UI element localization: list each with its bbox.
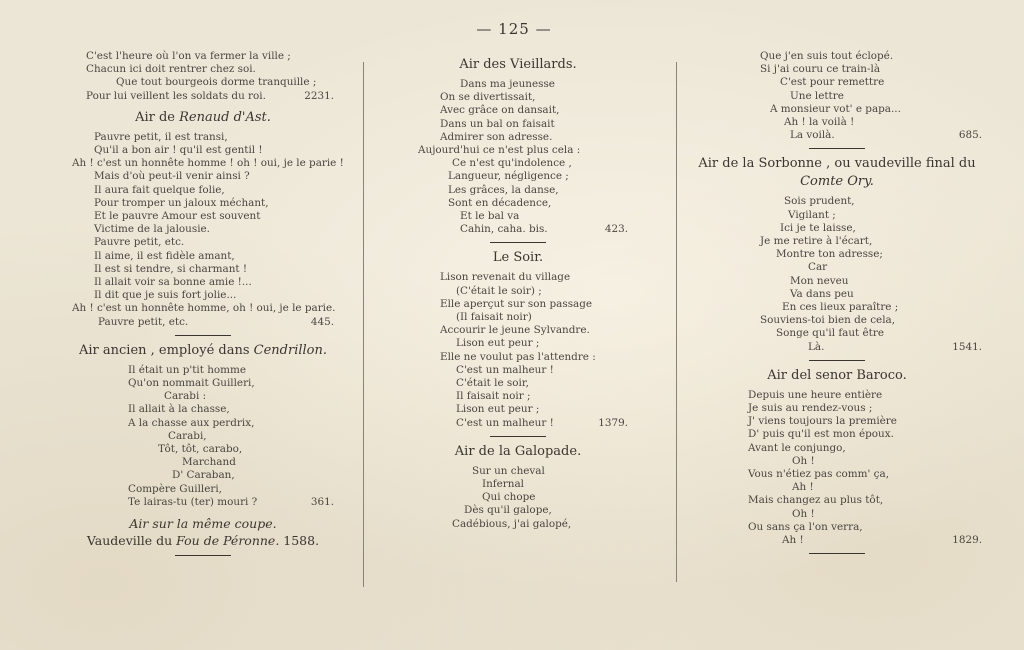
verse-text: Carabi, [168,429,207,442]
verse-text: Admirer son adresse. [440,130,553,143]
verse-text: En ces lieux paraître ; [782,301,899,314]
verse-line [408,417,628,430]
verse-text: Mon neveu [790,274,849,287]
verse-text: Victime de la jalousie. [94,223,210,236]
verse-text: Pour tromper un jaloux méchant, [94,196,269,209]
verse-line [72,377,334,390]
column-left [72,50,344,562]
verse-line [72,316,334,329]
song-block [692,195,982,353]
verse-line [72,390,334,403]
verse-text: Que j'en suis tout éclopé. [760,50,894,62]
verse-line [408,504,628,517]
verse-text: Songe qu'il faut être [776,327,884,340]
song-title-prefix: Air de [135,109,180,125]
verse-text: Va dans peu [790,287,854,300]
verse-text: Si j'ai couru ce train-là [760,63,881,76]
verse-line [408,491,628,504]
verse-line [72,364,334,377]
verse-line [72,50,334,63]
verse-text: Les grâces, la danse, [448,183,559,196]
verse-line [692,209,982,222]
verse-text: Il est si tendre, si charmant ! [94,262,248,275]
verse-text: Je suis au rendez-vous ; [748,402,873,415]
verse-text: Pauvre petit, etc. [98,315,189,328]
verse-text: Sont en décadence, [448,196,552,209]
verse-line [408,271,628,284]
column-right [692,50,982,560]
verse-line [72,276,334,289]
verse-line [408,91,628,104]
verse-line [408,210,628,223]
verse-text: Et le bal va [460,210,520,223]
verse-line [408,364,628,377]
song-number: 361. [310,495,334,508]
verse-line [72,76,334,89]
verse-text: Dans un bal on faisait [440,117,555,130]
verse-line [692,327,982,340]
verse-line [408,157,628,170]
song-title [72,109,334,127]
song-number: 1588. [283,533,320,549]
verse-text: Pauvre petit, etc. [94,236,185,249]
verse-text: Une lettre [790,89,844,102]
verse-text: Il dit que je suis fort jolie... [94,289,237,302]
verse-line [692,195,982,208]
verse-text: C'est un malheur ! [456,363,554,376]
verse-line [72,144,334,157]
verse-line [72,63,334,76]
verse-text: Depuis une heure entière [748,388,883,401]
song-title-italic: Cendrillon. [253,342,328,358]
column-divider-right [676,62,677,582]
verse-line [692,275,982,288]
verse-line [692,415,982,428]
verse-text: Ah ! c'est un honnête homme, oh ! oui, je le parie. [72,302,336,315]
verse-line [72,90,334,103]
verse-text: Pauvre petit, il est transi, [94,130,228,143]
verse-line [692,442,982,455]
verse-line [408,197,628,210]
verse-line [408,184,628,197]
verse-text: Elle ne voulut pas l'attendre : [440,350,596,363]
verse-line [72,184,334,197]
verse-text: J' viens toujours la première [748,415,897,428]
verse-line [692,468,982,481]
verse-text: Dès qu'il galope, [464,504,552,517]
verse-text: Là. [808,340,825,353]
verse-line [692,235,982,248]
verse-line [408,337,628,350]
verse-text: A la chasse aux perdrix, [128,416,255,429]
verse-line [408,324,628,337]
song-block [408,465,628,531]
verse-line [692,521,982,534]
song-block [72,130,344,329]
verse-line [72,417,334,430]
verse-text: Que tout bourgeois dorme tranquille ; [116,76,317,89]
verse-text: Il faisait noir ; [456,390,531,403]
verse-line [72,170,334,183]
verse-text: Vigilant ; [788,208,836,221]
verse-text: La voilà. [790,129,835,142]
verse-line [408,403,628,416]
verse-text: Souviens-toi bien de cela, [760,314,896,327]
song-title [72,342,334,360]
verse-text: Qu'on nommait Guilleri, [128,377,255,390]
verse-line [72,456,334,469]
verse-line [692,455,982,468]
verse-line [408,478,628,491]
song-title: Air de la Galopade. [454,443,582,459]
verse-text: Aujourd'hui ce n'est plus cela : [418,144,581,157]
verse-line [692,494,982,507]
verse-line [692,508,982,521]
verse-line [408,285,628,298]
verse-line [692,222,982,235]
verse-line [692,248,982,261]
song-title [72,532,334,549]
verse-line [408,104,628,117]
verse-text: Avec grâce on dansait, [440,104,560,117]
verse-text: Car [808,261,828,274]
verse-text: C'est pour remettre [780,76,885,89]
verse-line [692,314,982,327]
verse-line [408,390,628,403]
verse-line [408,223,628,236]
verse-line [408,311,628,324]
verse-line [408,118,628,131]
verse-line [408,170,628,183]
verse-text: Oh ! [792,454,815,467]
verse-line [692,341,982,354]
verse-text: Dans ma jeunesse [460,78,555,90]
song-title-italic: Fou de Péronne. [176,533,280,549]
song-number: 445. [310,315,334,328]
song-number: 1541. [952,340,982,353]
verse-text: Il était un p'tit homme [128,363,247,376]
verse-text: Sur un cheval [472,464,545,477]
verse-text: Te lairas-tu (ter) mouri ? [128,495,258,508]
song-number: 423. [604,223,628,236]
verse-line [72,443,334,456]
verse-line [692,428,982,441]
separator-rule [809,360,865,361]
verse-line [692,50,982,63]
verse-text: Avant le conjungo, [748,441,846,454]
verse-line [72,157,344,170]
verse-text: Pour lui veillent les soldats du roi. [86,89,266,102]
verse-text: Oh ! [792,507,815,520]
verse-line [408,351,628,364]
verse-line [692,63,982,76]
separator-rule [809,553,865,554]
verse-line [692,402,982,415]
song-title: Air des Vieillards. [459,57,577,72]
verse-line [692,301,982,314]
verse-text: Accourir le jeune Sylvandre. [440,324,590,337]
verse-text: Il aura fait quelque folie, [94,183,225,196]
verse-text: Lison revenait du village [440,271,571,284]
verse-line [692,90,982,103]
verse-text: (Il faisait noir) [456,311,532,324]
verse-line [408,78,628,91]
verse-line [72,469,334,482]
verse-line [72,289,334,302]
verse-text: Je me retire à l'écart, [760,235,873,248]
verse-text: Vous n'étiez pas comm' ça, [748,468,889,481]
verse-line [692,116,982,129]
separator-rule [809,148,865,149]
separator-rule [490,242,546,243]
verse-line [72,210,334,223]
verse-line [692,481,982,494]
verse-line [72,236,334,249]
song-block [692,389,982,547]
verse-text: Ah ! [792,481,814,494]
song-block [408,78,628,236]
song-title [72,515,334,532]
song-title [692,155,982,191]
verse-text: Cadébious, j'ai galopé, [452,517,572,530]
verse-text: Et le pauvre Amour est souvent [94,210,261,223]
verse-line [692,261,982,274]
song-number: 685. [958,129,982,142]
song-title-prefix: Air ancien , employé dans [78,342,254,358]
verse-text: C'est l'heure où l'on va fermer la ville ; [86,50,291,62]
song-title-italic: Renaud d'Ast. [179,109,271,125]
verse-text: Il aime, il est fidèle amant, [94,249,235,262]
song-block [408,271,628,429]
verse-text: Ah ! [782,534,804,547]
verse-line [72,496,334,509]
verse-line [408,298,628,311]
verse-line [692,76,982,89]
song-title: Le Soir. [492,250,544,266]
verse-line [692,389,982,402]
song-title-italic: Air sur la même coupe. [129,516,277,532]
verse-line [408,144,628,157]
verse-line [72,430,334,443]
verse-line [408,518,628,531]
song-title-prefix: Air de la Sorbonne , ou vaudeville final du [698,156,976,172]
song-block [72,50,334,103]
verse-text: Marchand [182,456,236,469]
verse-line [72,250,334,263]
page-number: — 125 — [476,20,552,38]
song-block [692,50,982,142]
verse-text: Carabi : [164,390,207,403]
verse-line [408,465,628,478]
verse-text: Elle aperçut sur son passage [440,297,593,310]
verse-text: Infernal [482,478,524,491]
song-number: 1379. [598,416,628,429]
verse-line [72,223,334,236]
verse-text: Lison eut peur ; [456,403,540,416]
verse-line [72,302,334,315]
column-divider-left [363,62,364,587]
song-title-prefix: Vaudeville du [86,533,177,549]
verse-text: Il allait voir sa bonne amie !... [94,276,252,289]
verse-text: Cahin, caha. bis. [460,223,548,236]
verse-text: On se divertissait, [440,91,536,104]
song-number: 2231. [304,89,334,102]
verse-text: Ah ! la voilà ! [784,116,855,129]
verse-text: (C'était le soir) ; [456,284,542,297]
separator-rule [490,436,546,437]
verse-line [692,129,982,142]
song-block [72,364,334,509]
verse-text: Montre ton adresse; [776,248,883,261]
verse-text: Ici je te laisse, [780,221,856,234]
song-title: Air del senor Baroco. [767,367,907,383]
verse-text: Qu'il a bon air ! qu'il est gentil ! [94,144,263,157]
song-number: 1829. [952,534,982,547]
verse-line [408,377,628,390]
verse-text: Tôt, tôt, carabo, [158,443,243,456]
verse-text: Compère Guilleri, [128,482,222,495]
verse-line [72,263,334,276]
column-middle [408,50,628,537]
verse-text: Lison eut peur ; [456,337,540,350]
verse-text: Qui chope [482,491,536,504]
verse-text: A monsieur vot' e papa... [770,102,901,115]
verse-text: Sois prudent, [784,195,855,208]
verse-line [408,131,628,144]
verse-line [72,403,334,416]
verse-text: Ou sans ça l'on verra, [748,520,863,533]
verse-line [72,197,334,210]
verse-text: D' puis qu'il est mon époux. [748,428,894,441]
separator-rule [175,335,231,336]
verse-text: Mais d'où peut-il venir ainsi ? [94,170,250,183]
verse-text: Il allait à la chasse, [128,403,230,416]
verse-line [692,288,982,301]
verse-text: C'est un malheur ! [456,416,554,429]
verse-line [72,483,334,496]
verse-line [692,534,982,547]
verse-text: C'était le soir, [456,377,529,390]
verse-text: Chacun ici doit rentrer chez soi. [86,63,256,76]
verse-text: Ce n'est qu'indolence , [452,157,572,170]
separator-rule [175,555,231,556]
verse-line [692,103,982,116]
verse-line [72,131,334,144]
verse-text: D' Caraban, [172,469,235,482]
verse-text: Langueur, négligence ; [448,170,569,183]
song-title-italic: Comte Ory. [800,174,874,190]
verse-text: Mais changez au plus tôt, [748,494,884,507]
verse-text: Ah ! c'est un honnête homme ! oh ! oui, je le parie ! [72,157,344,170]
